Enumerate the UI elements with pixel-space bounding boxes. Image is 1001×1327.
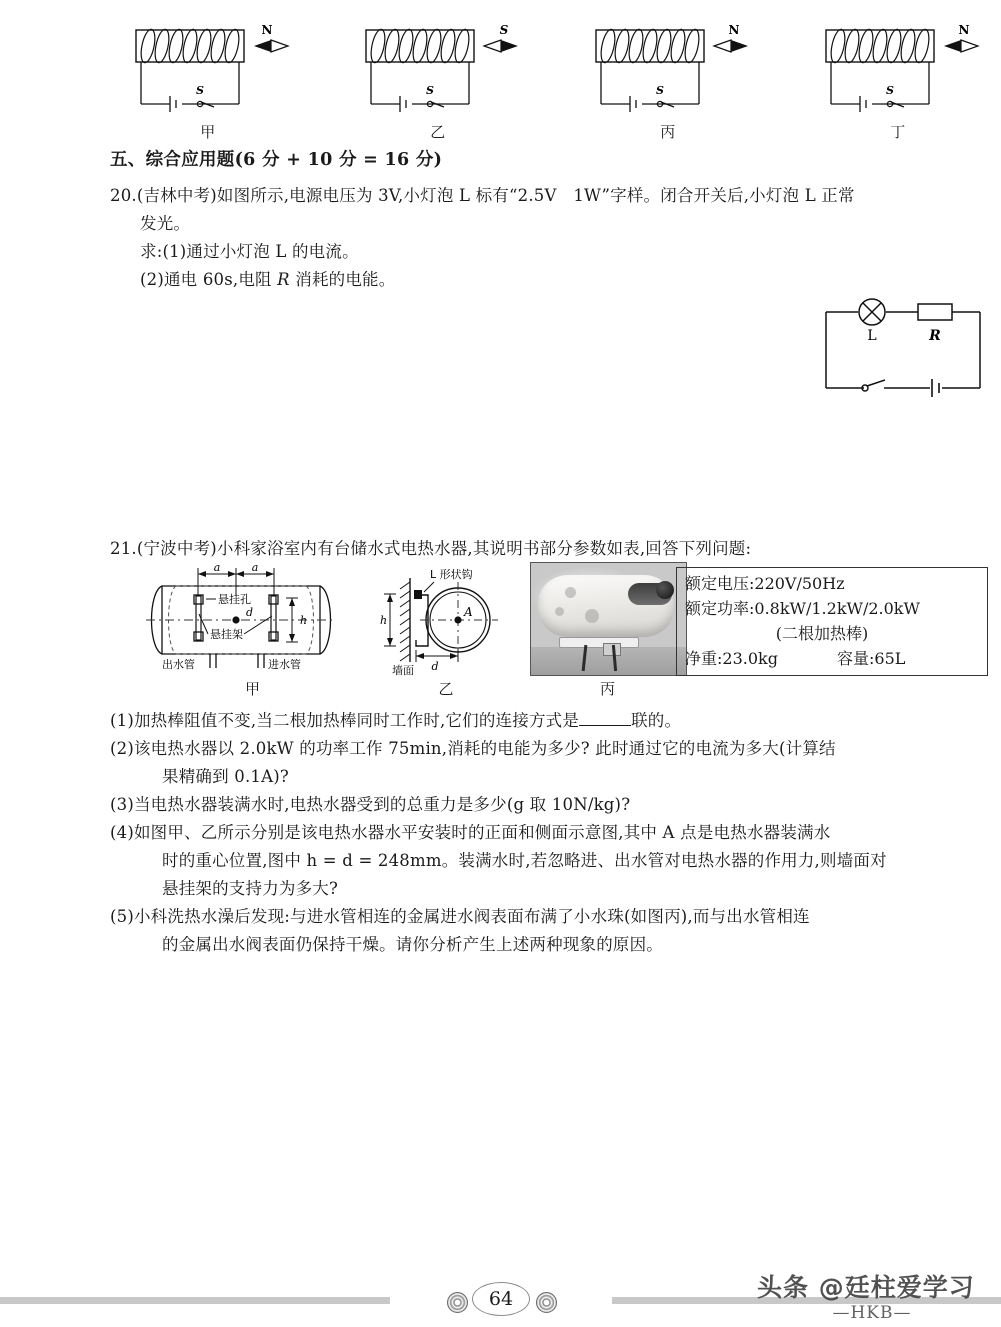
solenoid-diagram-jia bbox=[108, 8, 308, 128]
solenoid-figure-bing bbox=[568, 8, 768, 140]
heater-side-caption: 乙 bbox=[438, 680, 454, 698]
heater-photo bbox=[530, 562, 687, 676]
resistor-symbol bbox=[918, 304, 952, 320]
q21-item-1-text: (1)加热棒阻值不变,当二根加热棒同时工作时,它们的连接方式是 bbox=[110, 711, 580, 730]
switch-label-yi: S bbox=[426, 84, 434, 97]
side-dim-d: d bbox=[431, 660, 439, 673]
label-hanging-bracket: 悬挂架 bbox=[210, 628, 243, 641]
question-21-items bbox=[110, 707, 990, 959]
pole-label-jia: N bbox=[261, 23, 273, 37]
footer-ornament-left-icon bbox=[447, 1292, 468, 1313]
q21-item-5-line-1: (5)小科洗热水澡后发现:与进水管相连的金属进水阀表面布满了小水珠(如图丙),而与出水管相连 bbox=[110, 907, 810, 926]
side-dim-h: h bbox=[380, 614, 388, 627]
q21-item-3: (3)当电热水器装满水时,电热水器受到的总重力是多少(g 取 10N/kg)? bbox=[110, 795, 631, 814]
solenoid-figure-jia bbox=[108, 8, 308, 140]
solenoid-figure-ding bbox=[798, 8, 998, 140]
q20-line4-symbol: R bbox=[277, 270, 290, 289]
q20-line-4 bbox=[110, 266, 990, 294]
compass-needle-jia bbox=[254, 23, 288, 52]
photo-knob bbox=[656, 581, 674, 599]
heater-side-view bbox=[372, 562, 520, 680]
solenoid-figure-yi bbox=[338, 8, 538, 140]
pole-label-bing: N bbox=[728, 23, 740, 37]
q21-item-2-line-1: (2)该电热水器以 2.0kW 的功率工作 75min,消耗的电能为多少? 此时通过它的电流为多大(计算结 bbox=[110, 739, 836, 758]
resistor-label: R bbox=[929, 328, 941, 344]
heater-front-svg bbox=[140, 562, 365, 680]
label-wall: 墙面 bbox=[392, 664, 414, 677]
spec-net-weight: 净重:23.0kg bbox=[685, 649, 778, 668]
q21-item-4-line-3: 悬挂架的支持力为多大? bbox=[162, 879, 339, 898]
heater-photo-caption: 丙 bbox=[599, 680, 615, 698]
solenoid-diagram-yi bbox=[338, 8, 538, 128]
solenoid-caption-jia: 甲 bbox=[200, 123, 216, 141]
compass-needle-yi bbox=[484, 23, 518, 52]
page-number: 64 bbox=[472, 1282, 530, 1316]
heater-front-view bbox=[140, 562, 365, 680]
dim-a-left: a bbox=[213, 562, 221, 574]
solenoid-caption-ding: 丁 bbox=[890, 123, 906, 141]
q21-item-4-line-1: (4)如图甲、乙所示分别是该电热水器水平安装时的正面和侧面示意图,其中 A 点是电热水器装满水 bbox=[110, 823, 831, 842]
footer-rule-left bbox=[0, 1297, 390, 1304]
heater-photo-figure bbox=[530, 562, 685, 680]
q21-item-1-tail: 联的。 bbox=[631, 711, 682, 730]
spec-table bbox=[676, 567, 988, 676]
q20-line4-pre: (2)通电 60s,电阻 bbox=[140, 270, 278, 289]
question-21-stem-block bbox=[110, 535, 990, 563]
switch-label-bing: S bbox=[656, 84, 664, 97]
q21-item-5-line-2: 的金属出水阀表面仍保持干燥。请你分析产生上述两种现象的原因。 bbox=[162, 935, 663, 954]
circuit-svg bbox=[812, 292, 992, 407]
spec-capacity: 容量:65L bbox=[837, 649, 906, 668]
heater-side-svg bbox=[372, 562, 520, 680]
dim-d-label: d bbox=[246, 606, 254, 619]
l-hook-block bbox=[414, 590, 422, 599]
spec-row-power: 额定功率:0.8kW/1.2kW/2.0kW bbox=[685, 599, 920, 618]
solenoid-caption-bing: 丙 bbox=[660, 123, 676, 141]
footer-rule-right bbox=[612, 1297, 1001, 1304]
circuit-diagram-q20 bbox=[812, 292, 992, 407]
compass-needle-ding bbox=[944, 23, 978, 52]
label-l-hook: L 形状钩 bbox=[430, 568, 473, 581]
solenoid-figure-row bbox=[108, 8, 998, 140]
heater-front-caption: 甲 bbox=[244, 680, 260, 698]
q21-item-2-line-2: 果精确到 0.1A)? bbox=[162, 767, 289, 786]
point-A-dot bbox=[454, 616, 461, 623]
q21-item-1 bbox=[110, 707, 990, 735]
spec-row-heating-rods: (二根加热棒) bbox=[775, 624, 869, 643]
battery-symbol bbox=[932, 379, 939, 397]
q21-item-1-blank[interactable] bbox=[579, 710, 631, 726]
photo-droplet-1 bbox=[565, 587, 576, 598]
pole-label-yi: S bbox=[499, 23, 509, 37]
label-outlet-pipe: 出水管 bbox=[162, 658, 195, 671]
solenoid-caption-yi: 乙 bbox=[430, 123, 446, 141]
dim-a-right: a bbox=[251, 562, 259, 574]
label-inlet-pipe: 进水管 bbox=[268, 658, 301, 671]
photo-droplet-2 bbox=[585, 609, 599, 623]
label-hanging-hole: 悬挂孔 bbox=[218, 593, 251, 606]
q21-item-4-line-2: 时的重心位置,图中 h = d = 248mm。装满水时,若忽略进、出水管对电热水器的作用力,则墙面对 bbox=[162, 851, 887, 870]
photo-bottom-bar bbox=[559, 637, 639, 648]
watermark-sub-text: —HKB— bbox=[832, 1303, 912, 1323]
q20-line-1: 20.(吉林中考)如图所示,电源电压为 3V,小灯泡 L 标有“2.5V 1W”字样。闭合开关后,小灯泡 L 正常 bbox=[110, 186, 855, 205]
spec-row-weight-capacity bbox=[685, 646, 981, 671]
center-of-gravity-dot bbox=[232, 616, 239, 623]
dim-h-label: h bbox=[300, 614, 308, 627]
section-heading: 五、综合应用题(6 分 + 10 分 = 16 分) bbox=[110, 150, 443, 170]
photo-droplet-3 bbox=[555, 607, 564, 616]
pole-label-ding: N bbox=[958, 23, 970, 37]
solenoid-diagram-ding bbox=[798, 8, 998, 128]
page-number-badge bbox=[468, 1279, 534, 1319]
spec-row-voltage: 额定电压:220V/50Hz bbox=[685, 574, 845, 593]
watermark-main-text: 头条 @廷柱爱学习 bbox=[757, 1273, 975, 1302]
compass-needle-bing bbox=[714, 23, 748, 52]
q21-stem: 21.(宁波中考)小科家浴室内有台储水式电热水器,其说明书部分参数如表,回答下列问题: bbox=[110, 539, 752, 558]
lamp-label: L bbox=[867, 328, 877, 344]
q20-line-3: 求:(1)通过小灯泡 L 的电流。 bbox=[140, 242, 359, 261]
switch-label-jia: S bbox=[196, 84, 204, 97]
solenoid-diagram-bing bbox=[568, 8, 768, 128]
question-20 bbox=[110, 182, 990, 294]
q20-line-2: 发光。 bbox=[140, 214, 191, 233]
switch-label-ding: S bbox=[886, 84, 894, 97]
q20-line4-post: 消耗的电能。 bbox=[289, 270, 396, 289]
footer-ornament-right-icon bbox=[536, 1292, 557, 1313]
point-A-label: A bbox=[464, 605, 473, 619]
